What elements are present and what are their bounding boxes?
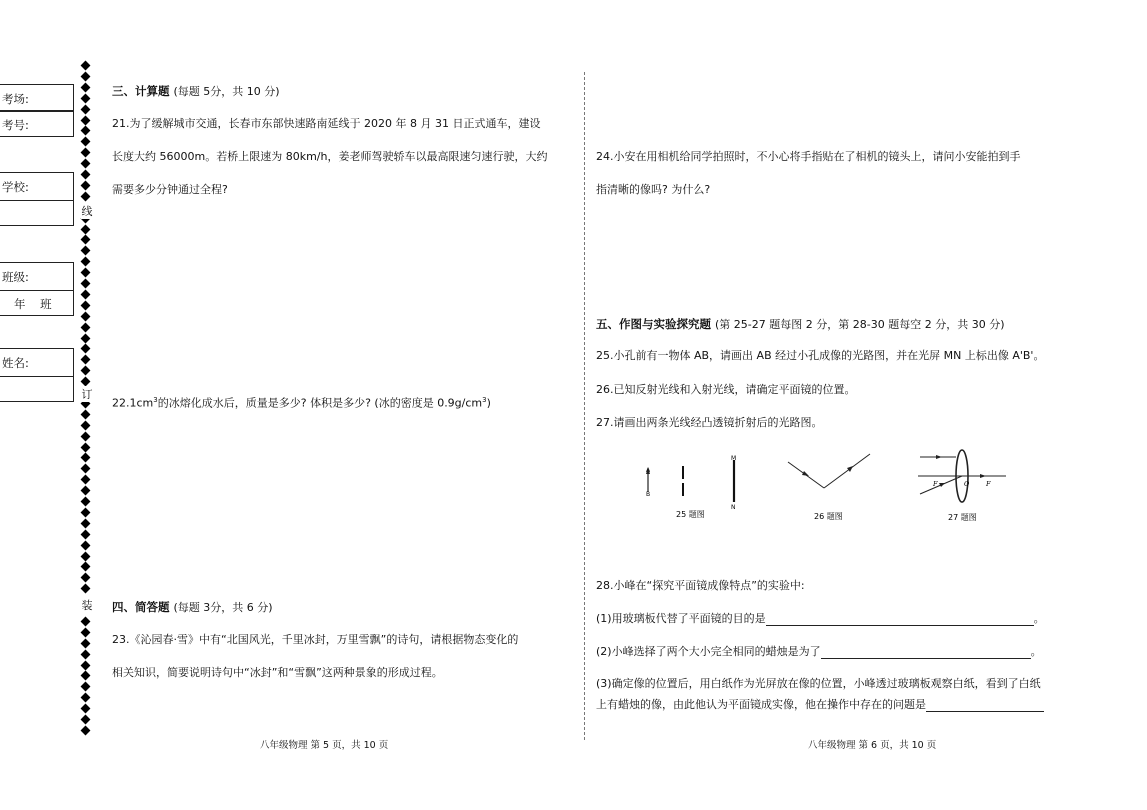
q22-sup2: 3 xyxy=(482,396,487,404)
name-box xyxy=(0,348,74,402)
binding-diamond xyxy=(81,627,91,637)
section4-note: (每题 3分，共 6 分) xyxy=(173,601,273,614)
fig27-diagram xyxy=(918,450,1006,502)
binding-staple-char: 装 xyxy=(81,599,93,612)
binding-diamond xyxy=(81,333,91,343)
q23-line2: 相关知识，简要说明诗句中“冰封”和“雪飘”这两种景象的形成过程。 xyxy=(112,666,443,679)
q28-part2-text: (2)小峰选择了两个大小完全相同的蜡烛是为了 xyxy=(596,645,821,658)
binding-diamond xyxy=(81,715,91,725)
binding-diamond xyxy=(81,464,91,474)
q28-part3-line1: (3)确定像的位置后，用白纸作为光屏放在像的位置，小峰透过玻璃板观察白纸，看到了白纸 xyxy=(596,677,1041,690)
page-divider xyxy=(584,72,585,740)
q28-part1-blank[interactable] xyxy=(766,613,1034,626)
binding-diamond xyxy=(81,660,91,670)
binding-diamond xyxy=(81,235,91,245)
q28-part1 xyxy=(596,612,1045,626)
binding-diamond xyxy=(81,322,91,332)
fig26-diagram xyxy=(788,454,870,488)
fig25-label-b: B xyxy=(646,491,651,498)
q22-pre: 22.1cm xyxy=(112,396,154,410)
q22-post: ) xyxy=(486,396,491,410)
binding-diamond xyxy=(81,704,91,714)
q28-part1-text: (1)用玻璃板代替了平面镜的目的是 xyxy=(596,612,766,625)
fig27-caption: 27 题图 xyxy=(948,513,977,522)
section3-heading xyxy=(112,83,280,99)
binding-diamond xyxy=(81,115,91,125)
binding-diamond xyxy=(81,257,91,267)
left-footer: 八年级物理 第 5 页，共 10 页 xyxy=(260,740,389,751)
q28-part3-blank[interactable] xyxy=(926,699,1044,712)
q21-line2: 长度大约 56000m。若桥上限速为 80km/h，姜老师驾驶轿车以最高限速匀速行驶，大约 xyxy=(112,150,548,163)
class-label: 班级: xyxy=(2,270,29,284)
binding-diamond xyxy=(81,649,91,659)
q24-line1: 24.小安在用相机给同学拍照时，不小心将手指贴在了相机的镜头上，请问小安能拍到手 xyxy=(596,150,1021,163)
binding-diamond xyxy=(81,311,91,321)
q22-sup1: 3 xyxy=(153,396,158,404)
school-divider xyxy=(0,200,73,201)
fig27-label-f-left: F xyxy=(933,480,938,488)
q27-text: 27.请画出两条光线经凸透镜折射后的光路图。 xyxy=(596,416,823,429)
binding-diamond-column xyxy=(81,62,93,742)
binding-diamond xyxy=(81,616,91,626)
binding-diamond xyxy=(81,671,91,681)
section5-heading xyxy=(596,316,1004,332)
binding-diamond xyxy=(81,584,91,594)
binding-diamond xyxy=(81,224,91,234)
q28-part2 xyxy=(596,645,1042,659)
binding-diamond xyxy=(81,682,91,692)
binding-diamond xyxy=(81,170,91,180)
binding-diamond xyxy=(81,638,91,648)
binding-diamond xyxy=(81,268,91,278)
fig26-reflected-arrow xyxy=(847,466,853,472)
section4-title: 四、简答题 xyxy=(112,600,170,614)
fig25-diagram xyxy=(646,455,736,511)
fig27-axis-arrow xyxy=(980,474,986,478)
name-divider xyxy=(0,376,73,377)
right-footer: 八年级物理 第 6 页，共 10 页 xyxy=(808,740,937,751)
name-label: 姓名: xyxy=(2,356,29,370)
fig26-caption: 26 题图 xyxy=(814,512,843,521)
q26-text: 26.已知反射光线和入射光线，请确定平面镜的位置。 xyxy=(596,383,856,396)
q28-part1-end: 。 xyxy=(1033,612,1045,625)
binding-diamond xyxy=(81,82,91,92)
binding-diamond xyxy=(81,573,91,583)
fig26-reflected-ray xyxy=(824,454,870,488)
fig25-label-a: A xyxy=(646,467,651,474)
q23-line1: 23.《沁园春·雪》中有“北国风光，千里冰封，万里雪飘”的诗句，请根据物态变化的 xyxy=(112,633,519,646)
binding-diamond xyxy=(81,180,91,190)
fig25-label-m: M xyxy=(731,455,737,462)
fig26-incident-arrow xyxy=(802,471,809,476)
binding-diamond xyxy=(81,540,91,550)
q28-intro: 28.小峰在“探究平面镜成像特点”的实验中: xyxy=(596,579,805,592)
exam-room-box xyxy=(0,84,74,111)
section5-note: (第 25-27 题每图 2 分，第 28-30 题每空 2 分，共 30 分) xyxy=(715,318,1005,331)
exam-room-label: 考场: xyxy=(2,92,29,106)
binding-diamond xyxy=(81,93,91,103)
binding-diamond xyxy=(81,246,91,256)
q24-line2: 指清晰的像吗? 为什么? xyxy=(596,183,711,196)
binding-diamond xyxy=(81,551,91,561)
binding-diamond xyxy=(81,300,91,310)
q22-mid: 的冰熔化成水后，质量是多少? 体积是多少? (冰的密度是 0.9g/cm xyxy=(157,396,483,410)
binding-diamond xyxy=(81,518,91,528)
binding-diamond xyxy=(81,693,91,703)
school-box xyxy=(0,172,74,226)
binding-diamond xyxy=(81,507,91,517)
exam-number-label: 考号: xyxy=(2,118,29,132)
binding-seal-char: 订 xyxy=(81,388,93,401)
figures-svg xyxy=(636,446,1026,530)
binding-diamond xyxy=(81,409,91,419)
binding-diamond xyxy=(81,431,91,441)
exam-number-box xyxy=(0,111,74,137)
q28-part3-line2 xyxy=(596,698,1044,712)
binding-diamond xyxy=(81,420,91,430)
binding-diamond xyxy=(81,562,91,572)
fig25-label-n: N xyxy=(731,504,736,511)
q25-text: 25.小孔前有一物体 AB，请画出 AB 经过小孔成像的光路图，并在光屏 MN 上标出像 A'B'。 xyxy=(596,349,1045,362)
school-label: 学校: xyxy=(2,180,29,194)
binding-diamond xyxy=(81,529,91,539)
grade-class-label: 年 班 xyxy=(14,297,52,311)
binding-diamond xyxy=(81,442,91,452)
binding-diamond xyxy=(81,61,91,71)
class-box xyxy=(0,262,74,316)
q28-part2-blank[interactable] xyxy=(821,646,1031,659)
q21-line1: 21.为了缓解城市交通，长春市东部快速路南延线于 2020 年 8 月 31 日正式通车，建设 xyxy=(112,117,541,130)
binding-diamond xyxy=(81,137,91,147)
binding-diamond xyxy=(81,104,91,114)
binding-line-char: 线 xyxy=(81,205,93,218)
binding-diamond xyxy=(81,344,91,354)
binding-diamond xyxy=(81,453,91,463)
binding-diamond xyxy=(81,486,91,496)
binding-diamond xyxy=(81,355,91,365)
fig27-label-f-right: F xyxy=(986,480,991,488)
section5-title: 五、作图与实验探究题 xyxy=(596,317,711,331)
q28-part3-text: 上有蜡烛的像，由此他认为平面镜成实像，他在操作中存在的问题是 xyxy=(596,698,926,711)
q28-part2-end: 。 xyxy=(1030,645,1042,658)
binding-diamond xyxy=(81,475,91,485)
section3-note: (每题 5分，共 10 分) xyxy=(173,85,280,98)
section4-heading xyxy=(112,599,273,615)
binding-diamond xyxy=(81,159,91,169)
binding-diamond xyxy=(81,725,91,735)
binding-diamond xyxy=(81,497,91,507)
q21-line3: 需要多少分钟通过全程? xyxy=(112,183,228,196)
binding-diamond xyxy=(81,148,91,158)
binding-diamond xyxy=(81,289,91,299)
binding-diamond xyxy=(81,279,91,289)
binding-diamond xyxy=(81,71,91,81)
fig27-ray-parallel-arrow xyxy=(936,455,942,459)
fig25-caption: 25 题图 xyxy=(676,510,705,519)
q22-text xyxy=(112,393,491,411)
binding-diamond xyxy=(81,191,91,201)
binding-diamond xyxy=(81,126,91,136)
section3-title: 三、计算题 xyxy=(112,84,170,98)
fig27-label-o: O xyxy=(964,480,970,488)
binding-diamond xyxy=(81,366,91,376)
class-divider xyxy=(0,290,73,291)
